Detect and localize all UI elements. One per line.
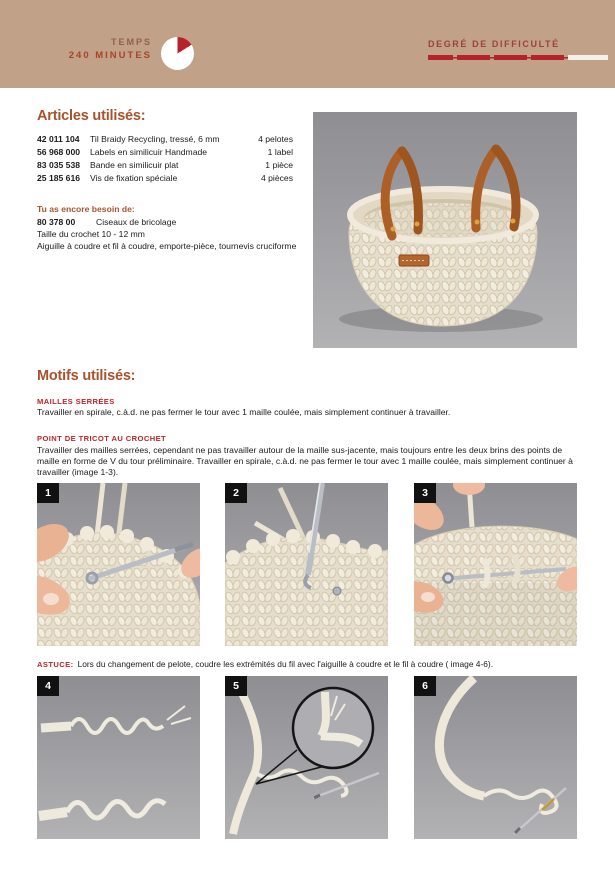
step-photo-4 xyxy=(37,676,200,839)
note-hook-size: Taille du crochet 10 - 12 mm xyxy=(37,229,145,239)
difficulty-segment xyxy=(531,55,564,60)
also-needed-heading: Tu as encore besoin de: xyxy=(37,204,135,214)
difficulty-block xyxy=(428,39,608,60)
pie-timer-icon xyxy=(161,37,194,70)
also-needed-block xyxy=(37,204,307,252)
step-photo-2 xyxy=(225,483,388,646)
step-number-badge: 5 xyxy=(225,676,247,696)
step-photo-6 xyxy=(414,676,577,839)
step-number-badge: 6 xyxy=(414,676,436,696)
difficulty-segment xyxy=(428,55,453,60)
tip-label: ASTUCE: xyxy=(37,660,74,669)
step-photo-3 xyxy=(414,483,577,646)
difficulty-label: DEGRÉ DE DIFFICULTÉ xyxy=(428,39,560,49)
article-code: 25 185 616 xyxy=(37,173,81,183)
step-number-badge: 2 xyxy=(225,483,247,503)
motifs-heading: Motifs utilisés: xyxy=(37,368,136,384)
header-band xyxy=(0,0,615,88)
basket-illustration xyxy=(313,112,577,348)
article-code: 56 968 000 xyxy=(37,147,81,157)
article-code: 83 035 538 xyxy=(37,160,81,170)
article-row xyxy=(37,133,293,146)
step-number-badge: 4 xyxy=(37,676,59,696)
difficulty-bar xyxy=(428,55,608,60)
article-row xyxy=(37,172,293,185)
article-qty: 4 pièces xyxy=(260,173,293,183)
motif-text-point: Travailler des mailles serrées, cependant ne pas travailler autour de la maille sus-jacente, mais toujours entre les deux brins des points de maille en forme de V du tour préliminaire. Travailler en spirale, c.à.d. ne pas fermer le tour avec 1 maille coulée, mais simplement continuer à travailler (image 1-3). xyxy=(37,445,573,477)
article-name: Til Braidy Recycling, tressé, 6 mm xyxy=(90,134,220,144)
motif-text-mailles: Travailler en spirale, c.à.d. ne pas fermer le tour avec 1 maille coulée, mais simplement continuer à travailler. xyxy=(37,407,451,417)
motif-title-mailles: MAILLES SERRÉES xyxy=(37,397,115,406)
article-name: Vis de fixation spéciale xyxy=(90,173,178,183)
step-number-badge: 1 xyxy=(37,483,59,503)
article-code: 42 011 104 xyxy=(37,134,80,144)
tip-line xyxy=(37,659,578,669)
note-tools: Aiguille à coudre et fil à coudre, emporte-pièce, tournevis cruciforme xyxy=(37,241,297,251)
articles-list xyxy=(37,133,293,185)
article-qty: 1 pièce xyxy=(265,160,293,170)
difficulty-segment xyxy=(457,55,490,60)
article-name: Bande en similicuir plat xyxy=(90,160,179,170)
step-photo-5 xyxy=(225,676,388,839)
time-block xyxy=(40,37,152,61)
motif-title-point: POINT DE TRICOT AU CROCHET xyxy=(37,434,167,443)
time-label: TEMPS xyxy=(110,37,152,47)
tip-text: Lors du changement de pelote, coudre les extrémités du fil avec l'aiguille à coudre et le fil à coudre ( image 4-6). xyxy=(77,659,494,669)
article-name: Ciseaux de bricolage xyxy=(96,217,177,227)
step-number-badge: 3 xyxy=(414,483,436,503)
article-qty: 1 label xyxy=(267,147,293,157)
article-qty: 4 pelotes xyxy=(258,134,293,144)
basket-photo xyxy=(313,112,577,348)
difficulty-segment xyxy=(494,55,527,60)
time-value: 240 MINUTES xyxy=(68,50,152,61)
article-code: 80 378 00 xyxy=(37,217,76,227)
article-name: Labels en similicuir Handmade xyxy=(90,147,208,157)
step-photo-1 xyxy=(37,483,200,646)
difficulty-segment xyxy=(568,55,608,60)
article-row xyxy=(37,159,293,172)
articles-heading: Articles utilisés: xyxy=(37,108,146,124)
also-needed-row xyxy=(37,216,307,228)
article-row xyxy=(37,146,293,159)
